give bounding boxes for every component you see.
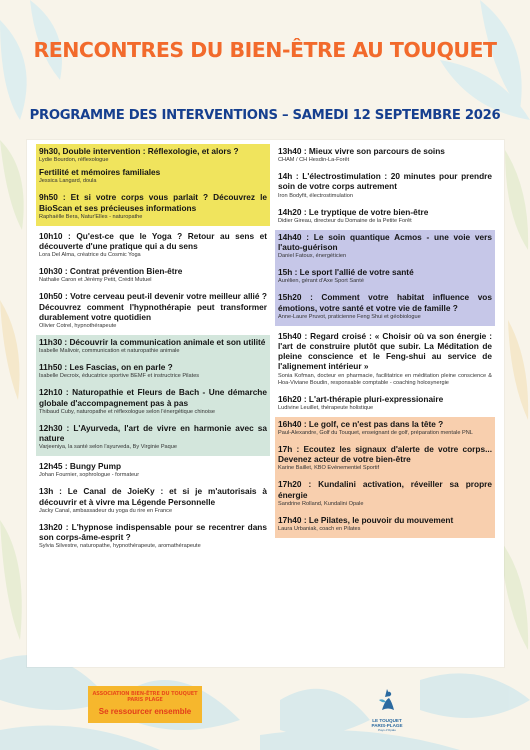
logo-name: LE TOUQUET PARIS-PLAGE xyxy=(371,718,403,728)
session-group-plain xyxy=(36,456,270,555)
session-group-green xyxy=(36,335,270,456)
item-speaker: Laura Urbaniak, coach en Pilates xyxy=(278,526,361,533)
item-title: 10h10 : Qu'est-ce que le Yoga ? Retour au sens et découverte d'une pratique qui a du sens xyxy=(39,230,267,252)
item-title: 16h20 : L'art-thérapie pluri-expressionaire xyxy=(278,393,444,404)
item-title: 15h40 : Regard croisé : « Choisir où va son énergie : l'art de construire plutôt que subir. La Méditation de pleine conscience et le Feng-shui au service de l'alignement intérieur » xyxy=(278,330,492,372)
programme-item xyxy=(39,192,267,220)
item-speaker: Raphaëlle Bera, Natur'Elles - naturopathe xyxy=(39,213,143,220)
item-title: 11h50 : Les Fascias, on en parle ? xyxy=(39,362,173,373)
session-group-plain xyxy=(36,226,270,335)
item-speaker: Nathalie Caron et Jérémy Petit, Crédit Mutuel xyxy=(39,277,152,284)
item-speaker: Varjeeniya, la santé selon l'ayurveda, By Virginie Paque xyxy=(39,444,177,451)
programme-item xyxy=(278,232,492,260)
item-speaker: Paul-Alexandre, Golf du Touquet, enseignant de golf, préparation mentale PNL xyxy=(278,430,473,437)
programme-item xyxy=(39,266,267,284)
item-speaker: Jessica Langard, doula xyxy=(39,178,97,185)
programme-item xyxy=(278,394,492,412)
session-group-yellow xyxy=(36,144,270,226)
item-speaker: Olivier Cotrel, hypnothérapeute xyxy=(39,323,117,330)
programme-item xyxy=(278,146,492,164)
programme-item xyxy=(39,291,267,330)
item-title: 14h20 : Le tryptique de votre bien-être xyxy=(278,206,429,217)
association-name: ASSOCIATION BIEN-ÊTRE DU TOUQUET PARIS PLAGE xyxy=(92,691,198,703)
item-title: 15h20 : Comment votre habitat influence vos émotions, votre santé et votre vie de famille ? xyxy=(278,292,492,313)
logo-tagline: Pays d'Opale xyxy=(378,728,396,732)
item-title: 12h30 : L'Ayurveda, l'art de vivre en harmonie avec sa nature xyxy=(39,422,267,444)
session-group-orange xyxy=(275,417,495,538)
programme-item xyxy=(278,419,492,437)
programme-item xyxy=(39,486,267,514)
programme-item xyxy=(278,207,492,225)
item-title: Fertilité et mémoires familiales xyxy=(39,167,161,178)
item-title: 9h50 : Et si votre corps vous parlait ? Découvrez le BioScan et ses précieuses informations xyxy=(39,192,267,213)
programme-item xyxy=(39,423,267,451)
item-speaker: Sylvia Silvestre, naturopathe, hypnothérapeute, aromathérapeute xyxy=(39,543,201,550)
le-touquet-emblem-icon xyxy=(376,688,398,712)
programme-item xyxy=(278,444,492,472)
item-speaker: Daniel Fatoux, énergéticien xyxy=(278,253,347,260)
item-title: 13h20 : L'hypnose indispensable pour se recentrer dans son corps-âme-esprit ? xyxy=(39,521,267,543)
le-touquet-logo xyxy=(364,688,410,736)
item-title: 16h40 : Le golf, ce n'est pas dans la tête ? xyxy=(278,418,444,429)
item-speaker: Thibaud Cuby, naturopathe et réflexologue selon l'énergétique chinoise xyxy=(39,408,216,415)
programme-item xyxy=(39,337,267,355)
page-subtitle: PROGRAMME DES INTERVENTIONS – SAMEDI 12 SEPTEMBRE 2026 xyxy=(29,108,501,123)
item-speaker: Ludivine Leuillet, thérapeute holistique xyxy=(278,404,374,411)
item-title: 14h : L'électrostimulation : 20 minutes pour prendre soin de votre corps autrement xyxy=(278,171,492,192)
item-speaker: Aurélien, gérant d'Axe Sport Santé xyxy=(278,278,364,285)
item-speaker: Karine Baillet, KBO Evénementiel Sportif xyxy=(278,465,380,472)
item-title: 15h : Le sport l'allié de votre santé xyxy=(278,267,414,278)
page-title: RENCONTRES DU BIEN-ÊTRE AU TOUQUET xyxy=(33,38,497,62)
programme-right-column xyxy=(275,144,495,538)
programme-item xyxy=(39,461,267,479)
programme-item xyxy=(278,267,492,285)
item-title: 13h40 : Mieux vivre son parcours de soins xyxy=(278,146,445,156)
programme-item xyxy=(278,292,492,320)
item-title: 10h30 : Contrat prévention Bien-être xyxy=(39,266,183,277)
item-speaker: Johan Fournier, sophrologue - formateur xyxy=(39,472,140,479)
item-speaker: Isabelle Malivoir, communication et naturopathie animale xyxy=(39,348,180,355)
programme-item xyxy=(278,331,492,387)
programme-item xyxy=(278,515,492,533)
item-speaker: Isabelle Decroix, éducatrice sportive BEMF et instructrice Pilates xyxy=(39,373,200,380)
item-title: 9h30, Double intervention : Réflexologie, et alors ? xyxy=(39,146,239,156)
session-group-purple xyxy=(275,230,495,326)
item-title: 12h10 : Naturopathie et Fleurs de Bach - Une démarche globale d'accompagnement pas à pas xyxy=(39,387,267,408)
item-speaker: Lora Del Alma, créatrice du Cosmic Yoga xyxy=(39,252,141,259)
association-logo xyxy=(88,686,202,723)
item-speaker: Sonia Kofman, docteur en pharmacie, facilitatrice en méditation pleine conscience & Hoa-Viviane Boudin, responsable comptable - coaching holosynergie xyxy=(278,372,492,386)
item-speaker: Sandrine Rolland, Kundalini Opale xyxy=(278,500,364,507)
programme-item xyxy=(39,522,267,550)
item-title: 17h : Ecoutez les signaux d'alerte de votre corps... Devenez acteur de votre bien-être xyxy=(278,444,492,465)
item-speaker: Jacky Canal, ambassadeur du yoga du rire en France xyxy=(39,507,173,514)
programme-item xyxy=(278,479,492,507)
programme-item xyxy=(39,362,267,380)
item-title: 10h50 : Votre cerveau peut-il devenir votre meilleur allié ? Découvrez comment l'hypnothérapie peut transformer durablement votre quotidien xyxy=(39,291,267,322)
item-title: 13h : Le Canal de JoieKy : et si je m'autorisais à découvrir et à vivre ma Légende Personnelle xyxy=(39,486,267,507)
session-group-plain xyxy=(275,144,495,230)
item-title: 17h20 : Kundalini activation, réveiller sa propre énergie xyxy=(278,479,492,500)
item-title: 12h45 : Bungy Pump xyxy=(39,461,122,472)
programme-item xyxy=(39,167,267,185)
programme-item xyxy=(39,146,267,164)
item-speaker: CHAM / CH Hesdin-La-Forêt xyxy=(278,157,350,164)
item-title: 17h40 : Le Pilates, le pouvoir du mouvement xyxy=(278,514,454,525)
item-title: 11h30 : Découvrir la communication animale et son utilité xyxy=(39,337,266,348)
item-speaker: Lydie Bourdon, réflexologue xyxy=(39,157,109,164)
item-speaker: Iron Bodyfit, électrostimulation xyxy=(278,192,353,199)
programme-item xyxy=(278,171,492,199)
programme-item xyxy=(39,231,267,259)
programme-item xyxy=(39,387,267,415)
association-tagline: Se ressourcer ensemble xyxy=(98,707,192,716)
item-title: 14h40 : Le soin quantique Acmos - une voie vers l'auto-guérison xyxy=(278,231,492,253)
session-group-plain xyxy=(275,326,495,417)
item-speaker: Anne-Laure Pruvot, praticienne Feng Shui et géobiologue xyxy=(278,313,421,320)
programme-left-column xyxy=(36,144,270,555)
item-speaker: Didier Gireau, directeur du Domaine de la Petite Forêt xyxy=(278,217,412,224)
